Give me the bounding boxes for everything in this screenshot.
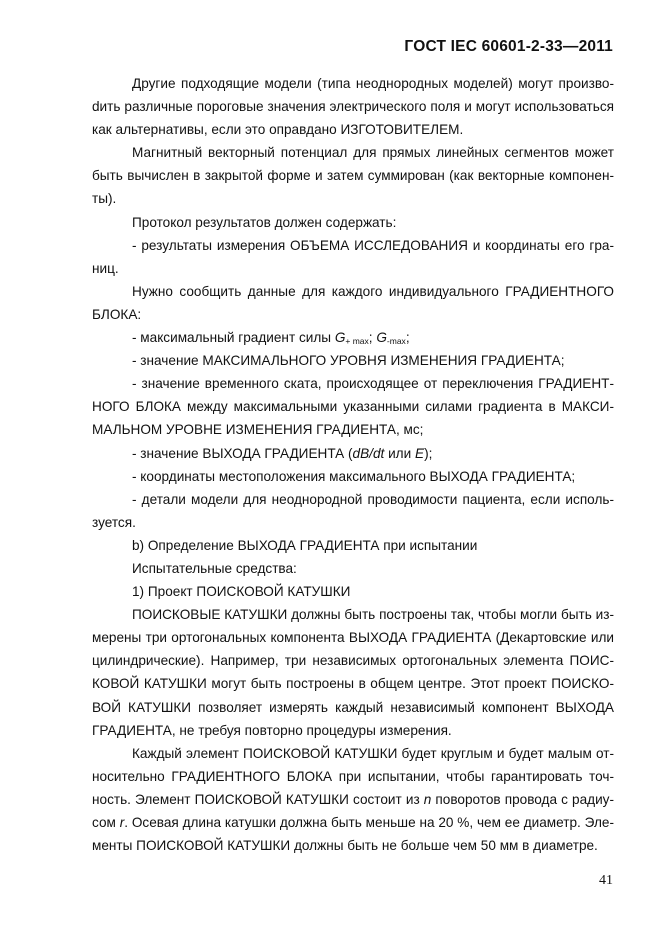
paragraph: Магнитный векторный потенциал для прямых линейных сегментов может быть вычислен в закрытой форме и затем суммирован (как векторные компоненты). <box>92 145 614 207</box>
paragraph: - координаты местоположения максимального ВЫХОДА ГРАДИЕНТА; <box>132 468 576 484</box>
symbol-n: n <box>423 791 432 807</box>
symbol-g-minus: G <box>376 330 387 346</box>
page-number: 41 <box>599 873 613 888</box>
text-span: - максимальный градиент силы <box>132 330 335 346</box>
symbol-db-dt: dB/dt <box>352 445 385 461</box>
paragraph: 1) Проект ПОИСКОВОЙ КАТУШКИ <box>132 584 351 600</box>
paragraph: Испытательные средства: <box>132 560 297 576</box>
symbol-r: r <box>119 815 125 830</box>
text-span: ; <box>405 330 410 346</box>
document-header: ГОСТ IEC 60601-2-33—2011 <box>404 38 613 55</box>
text-span: Каждый элемент ПОИСКОВОЙ КАТУШКИ будет круглым и будет малым относительно ГРАДИЕНТНОГО БЛОКА при испытании, чтобы гарантировать точность. Элемент ПОИСКОВОЙ КАТУШКИ состоит из <box>92 745 614 807</box>
text-span: . Осевая длина катушки должна быть меньше на 20 %, чем ее диаметр. Элементы ПОИСКОВОЙ КАТУШКИ должны быть не больше чем 50 мм в диаметре. <box>92 815 614 854</box>
paragraph: ПОИСКОВЫЕ КАТУШКИ должны быть построены так, чтобы могли быть измерены три ортогональных компонента ВЫХОДА ГРАДИЕНТА (Декартовские или цилиндрические). Например, три независимых ортогональных элемента ПОИСКОВОЙ КАТУШКИ могут быть построены в общем центре. Этот проект ПОИСКОВОЙ КАТУШКИ позволяет измерять каждый независимый компонент ВЫХОДА ГРАДИЕНТА, не требуя повторно процедуры измерения. <box>92 607 614 738</box>
text-span: или <box>384 445 415 461</box>
document-body <box>92 72 614 857</box>
text-span: ; <box>368 330 377 346</box>
paragraph-gradient-output <box>92 442 614 465</box>
symbol-g-plus: G <box>334 330 346 346</box>
paragraph: - детали модели для неоднородной проводимости пациента, если используется. <box>92 491 614 530</box>
text-span: поворотов провода с радиусом <box>92 791 614 830</box>
paragraph: b) Определение ВЫХОДА ГРАДИЕНТА при испытании <box>132 537 478 553</box>
subscript: -max <box>386 336 406 347</box>
paragraph: Другие подходящие модели (типа неоднородных моделей) могут произвоdить различные пороговые значения электрического поля и могут использоваться как альтернативы, если это оправдано ИЗГОТОВИТЕЛЕМ. <box>92 76 614 138</box>
subscript: + max <box>345 336 369 347</box>
paragraph-coil-element <box>92 742 614 857</box>
text-span: ); <box>424 445 433 461</box>
paragraph: Протокол результатов должен содержать: <box>132 214 397 230</box>
symbol-e: E <box>414 445 425 461</box>
paragraph: - результаты измерения ОБЪЕМА ИССЛЕДОВАНИЯ и координаты его границ. <box>92 237 614 276</box>
paragraph: - значение временного ската, происходящее от переключения ГРАДИЕНТНОГО БЛОКА между максимальными указанными силами градиента в МАКСИМАЛЬНОМ УРОВНЕ ИЗМЕНЕНИЯ ГРАДИЕНТА, мс; <box>92 376 614 438</box>
paragraph: Нужно сообщить данные для каждого индивидуального ГРАДИЕНТНОГО БЛОКА: <box>92 283 614 322</box>
paragraph-gradient-strength <box>92 326 614 349</box>
text-span: - значение ВЫХОДА ГРАДИЕНТА ( <box>132 445 353 461</box>
paragraph: - значение МАКСИМАЛЬНОГО УРОВНЯ ИЗМЕНЕНИЯ ГРАДИЕНТА; <box>132 353 565 369</box>
